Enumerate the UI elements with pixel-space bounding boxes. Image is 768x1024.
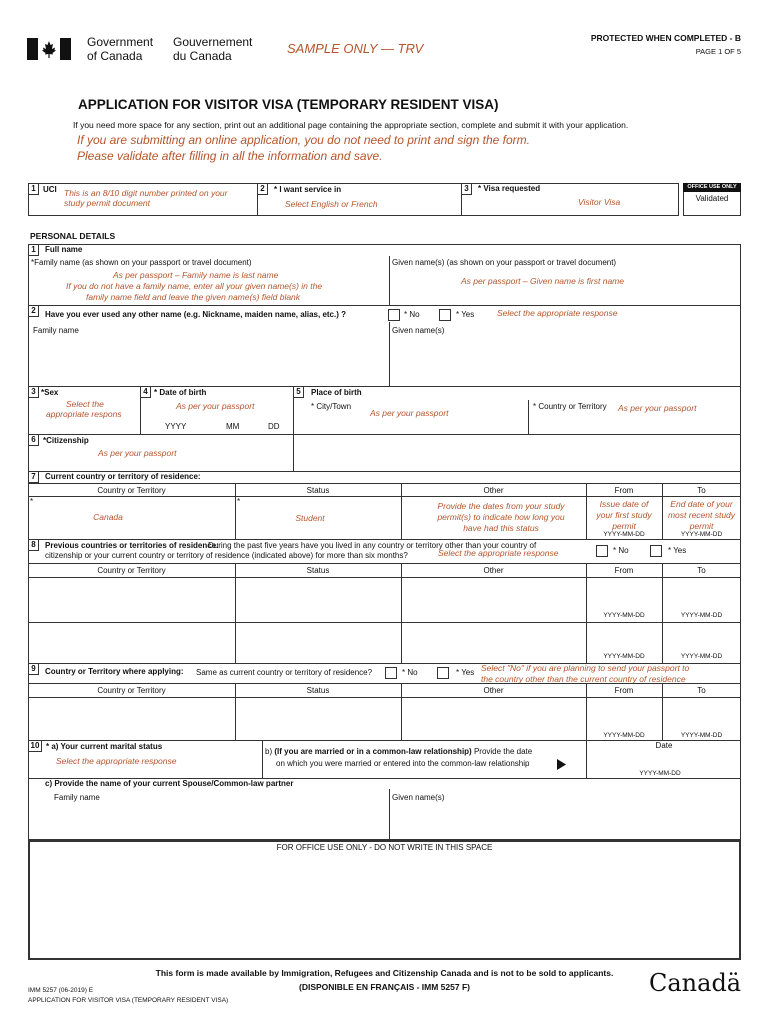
country-birth-hint: As per your passport bbox=[618, 403, 697, 413]
uci-hint-1: This is an 8/10 digit number printed on your bbox=[64, 188, 228, 198]
q8-yes-checkbox[interactable] bbox=[650, 545, 662, 557]
q7-other-1: Provide the dates from your study bbox=[437, 501, 565, 511]
q7-from-1: Issue date of bbox=[599, 499, 649, 509]
q7-col-status: Status bbox=[306, 486, 330, 495]
visa-label: * Visa requested bbox=[478, 184, 541, 193]
q10c-label: c) Provide the name of your current Spouse/Common-law partner bbox=[45, 779, 294, 788]
city-label: * City/Town bbox=[311, 402, 352, 411]
q9-col-status: Status bbox=[306, 686, 330, 695]
q9-no-label: * No bbox=[402, 668, 418, 677]
q1-label: Full name bbox=[45, 245, 83, 254]
q10c-family-label: Family name bbox=[54, 793, 100, 802]
q7-status-value: Student bbox=[295, 513, 325, 523]
q10b-text-1: b) (If you are married or in a common-law relationship) Provide the date bbox=[265, 747, 533, 756]
q8-row2-to-format: YYYY-MM-DD bbox=[680, 653, 723, 660]
uci-label: UCI bbox=[43, 185, 57, 194]
given-name-label: Given name(s) (as shown on your passport or travel document) bbox=[392, 258, 617, 267]
country-birth-label: * Country or Territory bbox=[533, 402, 607, 411]
q10-date-format: YYYY-MM-DD bbox=[639, 770, 681, 777]
q7-col-other: Other bbox=[483, 486, 504, 495]
q3-hint-1: Select the bbox=[66, 399, 104, 409]
q7-other-2: permit(s) to indicate how long you bbox=[437, 512, 565, 522]
q7-country-value: Canada bbox=[93, 512, 123, 522]
q8-col-to: To bbox=[697, 566, 706, 575]
q10-date-label: Date bbox=[655, 741, 673, 750]
q9-from-format: YYYY-MM-DD bbox=[603, 732, 645, 739]
family-name-label: *Family name (as shown on your passport or travel document) bbox=[31, 258, 252, 267]
q4-label: * Date of birth bbox=[154, 388, 207, 397]
q7-col-from: From bbox=[614, 486, 634, 495]
q9-hint-2: the country other than the current country of residence bbox=[481, 674, 686, 684]
q9-yes-checkbox[interactable] bbox=[437, 667, 449, 679]
office-use-space bbox=[28, 840, 741, 960]
city-hint: As per your passport bbox=[370, 408, 449, 418]
q7-from-format: YYYY-MM-DD bbox=[603, 531, 645, 538]
online-note-1: If you are submitting an online application, you do not need to print and sign the form. bbox=[77, 133, 530, 147]
q7-other-3: have had this status bbox=[463, 523, 539, 533]
protected-label: PROTECTED WHEN COMPLETED - B bbox=[590, 33, 741, 43]
dob-mm: MM bbox=[226, 422, 240, 431]
footer-form-title: APPLICATION FOR VISITOR VISA (TEMPORARY RESIDENT VISA) bbox=[28, 997, 229, 1004]
given-hint: As per passport – Given name is first name bbox=[461, 276, 624, 286]
q4-hint: As per your passport bbox=[176, 401, 255, 411]
gov-fr-line1: Gouvernement bbox=[173, 35, 253, 49]
office-use-space-label: FOR OFFICE USE ONLY - DO NOT WRITE IN THIS SPACE bbox=[276, 843, 493, 852]
family-hint-3: family name field and leave the given name(s) field blank bbox=[86, 292, 301, 302]
family-hint-1: As per passport – Family name is last name bbox=[113, 270, 279, 280]
q8-label-bold: Previous countries or territories of residence: bbox=[45, 541, 219, 550]
q8-row1-from-format: YYYY-MM-DD bbox=[603, 612, 645, 619]
q10c-given-label: Given name(s) bbox=[392, 793, 445, 802]
online-note-2: Please validate after filling in all the information and save. bbox=[77, 149, 383, 163]
q2-yes-label: * Yes bbox=[456, 310, 475, 319]
q8-col-country: Country or Territory bbox=[97, 566, 166, 575]
q8-label-2: citizenship or your current country or territory of residence (indicated above) for more than six months? bbox=[45, 551, 408, 560]
q9-number: 9 bbox=[28, 663, 39, 675]
gov-fr-line2: du Canada bbox=[173, 49, 232, 63]
uci-hint-2: study permit document bbox=[64, 198, 150, 208]
q8-number: 8 bbox=[28, 539, 39, 551]
uci-number: 1 bbox=[28, 183, 39, 195]
q9-hint-1: Select "No" if you are planning to send your passport to bbox=[481, 663, 690, 673]
q2-no-checkbox[interactable] bbox=[388, 309, 400, 321]
q7-to-2: most recent study bbox=[667, 510, 736, 520]
service-number: 2 bbox=[257, 183, 268, 195]
form-title: APPLICATION FOR VISITOR VISA (TEMPORARY RESIDENT VISA) bbox=[78, 97, 499, 112]
q8-no-label: * No bbox=[613, 546, 629, 555]
q9-col-other: Other bbox=[483, 686, 504, 695]
canada-flag-icon bbox=[27, 38, 71, 60]
q9-to-format: YYYY-MM-DD bbox=[680, 732, 723, 739]
q7-to-3: permit bbox=[689, 521, 714, 531]
gov-en-line2: of Canada bbox=[87, 49, 143, 63]
visa-number: 3 bbox=[461, 183, 472, 195]
personal-heading: PERSONAL DETAILS bbox=[30, 231, 116, 241]
q8-row1-to-format: YYYY-MM-DD bbox=[680, 612, 723, 619]
q10-hint: Select the appropriate response bbox=[56, 756, 177, 766]
q9-no-checkbox[interactable] bbox=[385, 667, 397, 679]
q8-hint: Select the appropriate response bbox=[438, 548, 559, 558]
q7-number: 7 bbox=[28, 471, 39, 483]
q7-col-country: Country or Territory bbox=[97, 486, 166, 495]
dob-dd: DD bbox=[268, 422, 280, 431]
q5-number: 5 bbox=[293, 386, 304, 398]
q8-col-other: Other bbox=[483, 566, 504, 575]
play-arrow-icon bbox=[557, 757, 566, 775]
q7-to-format: YYYY-MM-DD bbox=[680, 531, 723, 538]
q3-hint-2: appropriate respons bbox=[46, 409, 122, 419]
q2-family-label: Family name bbox=[33, 326, 79, 335]
footer-french: (DISPONIBLE EN FRANÇAIS - IMM 5257 F) bbox=[299, 982, 470, 992]
q10-label: * a) Your current marital status bbox=[46, 742, 163, 751]
q4-number: 4 bbox=[140, 386, 151, 398]
sample-watermark: SAMPLE ONLY — TRV bbox=[287, 41, 424, 56]
q9-label: Country or Territory where applying: bbox=[45, 667, 184, 676]
q2-number: 2 bbox=[28, 305, 39, 317]
service-label: * I want service in bbox=[274, 185, 342, 194]
q8-col-status: Status bbox=[306, 566, 330, 575]
canada-wordmark: Canadä bbox=[649, 969, 742, 997]
q3-number: 3 bbox=[28, 386, 39, 398]
footer-notice: This form is made available by Immigration, Refugees and Citizenship Canada and is not to be sold to applicants. bbox=[155, 968, 614, 978]
q3-label: *Sex bbox=[41, 388, 59, 397]
q6-number: 6 bbox=[28, 434, 39, 446]
family-hint-2: If you do not have a family name, enter all your given name(s) in the bbox=[66, 281, 323, 291]
q7-to-1: End date of your bbox=[670, 499, 733, 509]
q7-label: Current country or territory of residence: bbox=[45, 472, 201, 481]
q2-label: Have you ever used any other name (e.g. Nickname, maiden name, alias, etc.) ? bbox=[45, 310, 347, 319]
q8-yes-label: * Yes bbox=[668, 546, 687, 555]
q8-row2-from-format: YYYY-MM-DD bbox=[603, 653, 645, 660]
q10-number: 10 bbox=[28, 740, 42, 752]
q9-same-question: Same as current country or territory of residence? bbox=[196, 668, 373, 677]
q10b-text-2: on which you were married or entered into the common-law relationship bbox=[276, 759, 530, 768]
visa-value: Visitor Visa bbox=[578, 197, 621, 207]
q9-yes-label: * Yes bbox=[456, 668, 475, 677]
q2-no-label: * No bbox=[404, 310, 420, 319]
q1-number: 1 bbox=[28, 244, 39, 256]
q9-col-to: To bbox=[697, 686, 706, 695]
page-number: PAGE 1 OF 5 bbox=[695, 47, 741, 56]
q2-hint: Select the appropriate response bbox=[497, 308, 618, 318]
q7-from-2: your first study bbox=[596, 510, 652, 520]
service-hint: Select English or French bbox=[285, 199, 378, 209]
intro-text: If you need more space for any section, print out an additional page containing the appropriate section, complete and submit it with your application. bbox=[73, 120, 629, 130]
footer-form-id: IMM 5257 (06-2019) E bbox=[28, 987, 94, 994]
q6-label: *Citizenship bbox=[43, 436, 89, 445]
q9-col-from: From bbox=[614, 686, 634, 695]
q8-label-1: During the past five years have you lived in any country or territory other than your country of bbox=[208, 541, 537, 550]
office-use-label: OFFICE USE ONLY bbox=[683, 183, 741, 192]
q6-hint: As per your passport bbox=[98, 448, 177, 458]
q8-col-from: From bbox=[614, 566, 634, 575]
gov-en-line1: Government bbox=[87, 35, 154, 49]
q2-yes-checkbox[interactable] bbox=[439, 309, 451, 321]
q2-given-label: Given name(s) bbox=[392, 326, 445, 335]
q7-from-3: permit bbox=[612, 521, 636, 531]
q5-label: Place of birth bbox=[311, 388, 362, 397]
office-use-value: Validated bbox=[695, 194, 729, 203]
q7-col-to: To bbox=[697, 486, 706, 495]
q9-col-country: Country or Territory bbox=[97, 686, 166, 695]
q8-no-checkbox[interactable] bbox=[596, 545, 608, 557]
dob-yyyy: YYYY bbox=[165, 422, 187, 431]
